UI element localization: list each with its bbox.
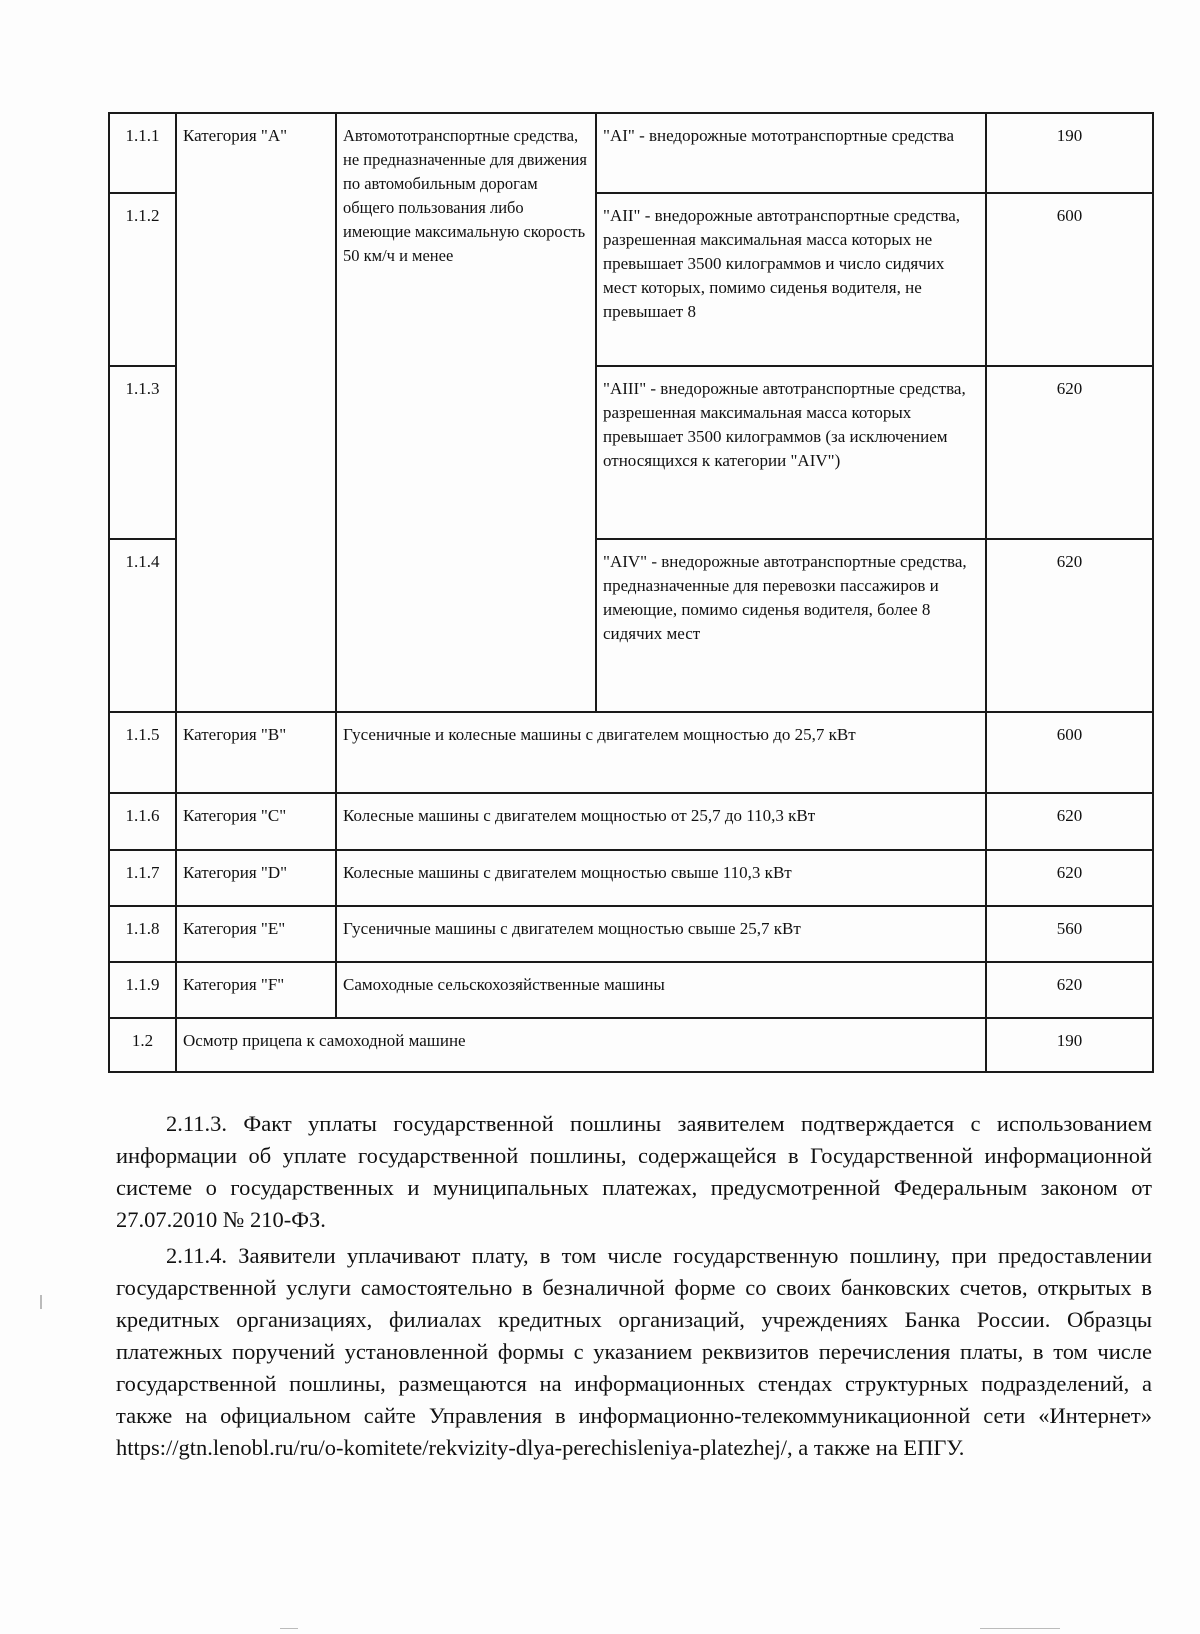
fee-value: 560	[986, 906, 1153, 962]
fee-value: 620	[986, 793, 1153, 850]
fee-value: 620	[986, 962, 1153, 1018]
category-cell: Категория "A"	[176, 113, 336, 712]
category-cell: Категория "B"	[176, 712, 336, 793]
fee-value: 600	[986, 193, 1153, 366]
scan-artifact	[980, 1628, 1060, 1629]
subcategory-description: "AIII" - внедорожные автотранспортные средства, разрешенная максимальная масса которых превышает 3500 килограммов (за исключением относящихся к категории "AIV")	[596, 366, 986, 539]
row-number: 1.1.3	[109, 366, 176, 539]
category-description: Гусеничные машины с двигателем мощностью свыше 25,7 кВт	[336, 906, 986, 962]
subcategory-description: "AI" - внедорожные мототранспортные средства	[596, 113, 986, 193]
category-description: Гусеничные и колесные машины с двигателем мощностью до 25,7 кВт	[336, 712, 986, 793]
fee-table	[108, 112, 1154, 1073]
subcategory-description: "AII" - внедорожные автотранспортные средства, разрешенная максимальная масса которых не превышает 3500 килограммов и число сидячих мест которых, помимо сиденья водителя, не превышает 8	[596, 193, 986, 366]
fee-value: 620	[986, 539, 1153, 712]
paragraph-2-11-4: 2.11.4. Заявители уплачивают плату, в том числе государственную пошлину, при предоставлении государственной услуги самостоятельно в безналичной форме со своих банковских счетов, открытых в кредитных организациях, филиалах кредитных организаций, учреждениях Банка России. Образцы платежных поручений установленной формы с указанием реквизитов перечисления платы, в том числе государственной пошлины, размещаются на информационных стендах структурных подразделений, а также на официальном сайте Управления в информационно-телекоммуникационной сети «Интернет» https://gtn.lenobl.ru/ru/o-komitete/rekvizity-dlya-perechisleniya-platezhej/, а также на ЕПГУ.	[116, 1243, 1152, 1460]
table-row	[109, 793, 1153, 850]
fee-value: 620	[986, 366, 1153, 539]
table-row	[109, 906, 1153, 962]
table-row	[109, 850, 1153, 906]
row-number: 1.1.1	[109, 113, 176, 193]
table-row	[109, 1018, 1153, 1072]
category-description: Самоходные сельскохозяйственные машины	[336, 962, 986, 1018]
table-row	[109, 113, 1153, 193]
row-number: 1.1.4	[109, 539, 176, 712]
row-number: 1.1.5	[109, 712, 176, 793]
fee-value: 190	[986, 113, 1153, 193]
scan-artifact	[40, 1295, 42, 1309]
category-cell: Категория "C"	[176, 793, 336, 850]
fee-value: 620	[986, 850, 1153, 906]
fee-value: 600	[986, 712, 1153, 793]
row-number: 1.1.7	[109, 850, 176, 906]
table-row	[109, 962, 1153, 1018]
scan-artifact	[280, 1628, 298, 1629]
table-row	[109, 712, 1153, 793]
row-number: 1.1.8	[109, 906, 176, 962]
row-number: 1.2	[109, 1018, 176, 1072]
category-description: Колесные машины с двигателем мощностью свыше 110,3 кВт	[336, 850, 986, 906]
category-cell: Категория "E"	[176, 906, 336, 962]
paragraph-2-11-3: 2.11.3. Факт уплаты государственной пошлины заявителем подтверждается с использованием информации об уплате государственной пошлины, содержащейся в Государственной информационной системе о государственных и муниципальных платежах, предусмотренной Федеральным законом от 27.07.2010 № 210-ФЗ.	[116, 1111, 1152, 1232]
row-number: 1.1.9	[109, 962, 176, 1018]
row-number: 1.1.2	[109, 193, 176, 366]
category-cell: Категория "D"	[176, 850, 336, 906]
category-cell: Категория "F"	[176, 962, 336, 1018]
category-description: Автомототранспортные средства, не предназначенные для движения по автомобильным дорогам общего пользования либо имеющие максимальную скорость 50 км/ч и менее	[336, 113, 596, 712]
subcategory-description: "AIV" - внедорожные автотранспортные средства, предназначенные для перевозки пассажиров и имеющие, помимо сиденья водителя, более 8 сидячих мест	[596, 539, 986, 712]
fee-value: 190	[986, 1018, 1153, 1072]
category-description: Колесные машины с двигателем мощностью от 25,7 до 110,3 кВт	[336, 793, 986, 850]
row-number: 1.1.6	[109, 793, 176, 850]
row-description: Осмотр прицепа к самоходной машине	[176, 1018, 986, 1072]
